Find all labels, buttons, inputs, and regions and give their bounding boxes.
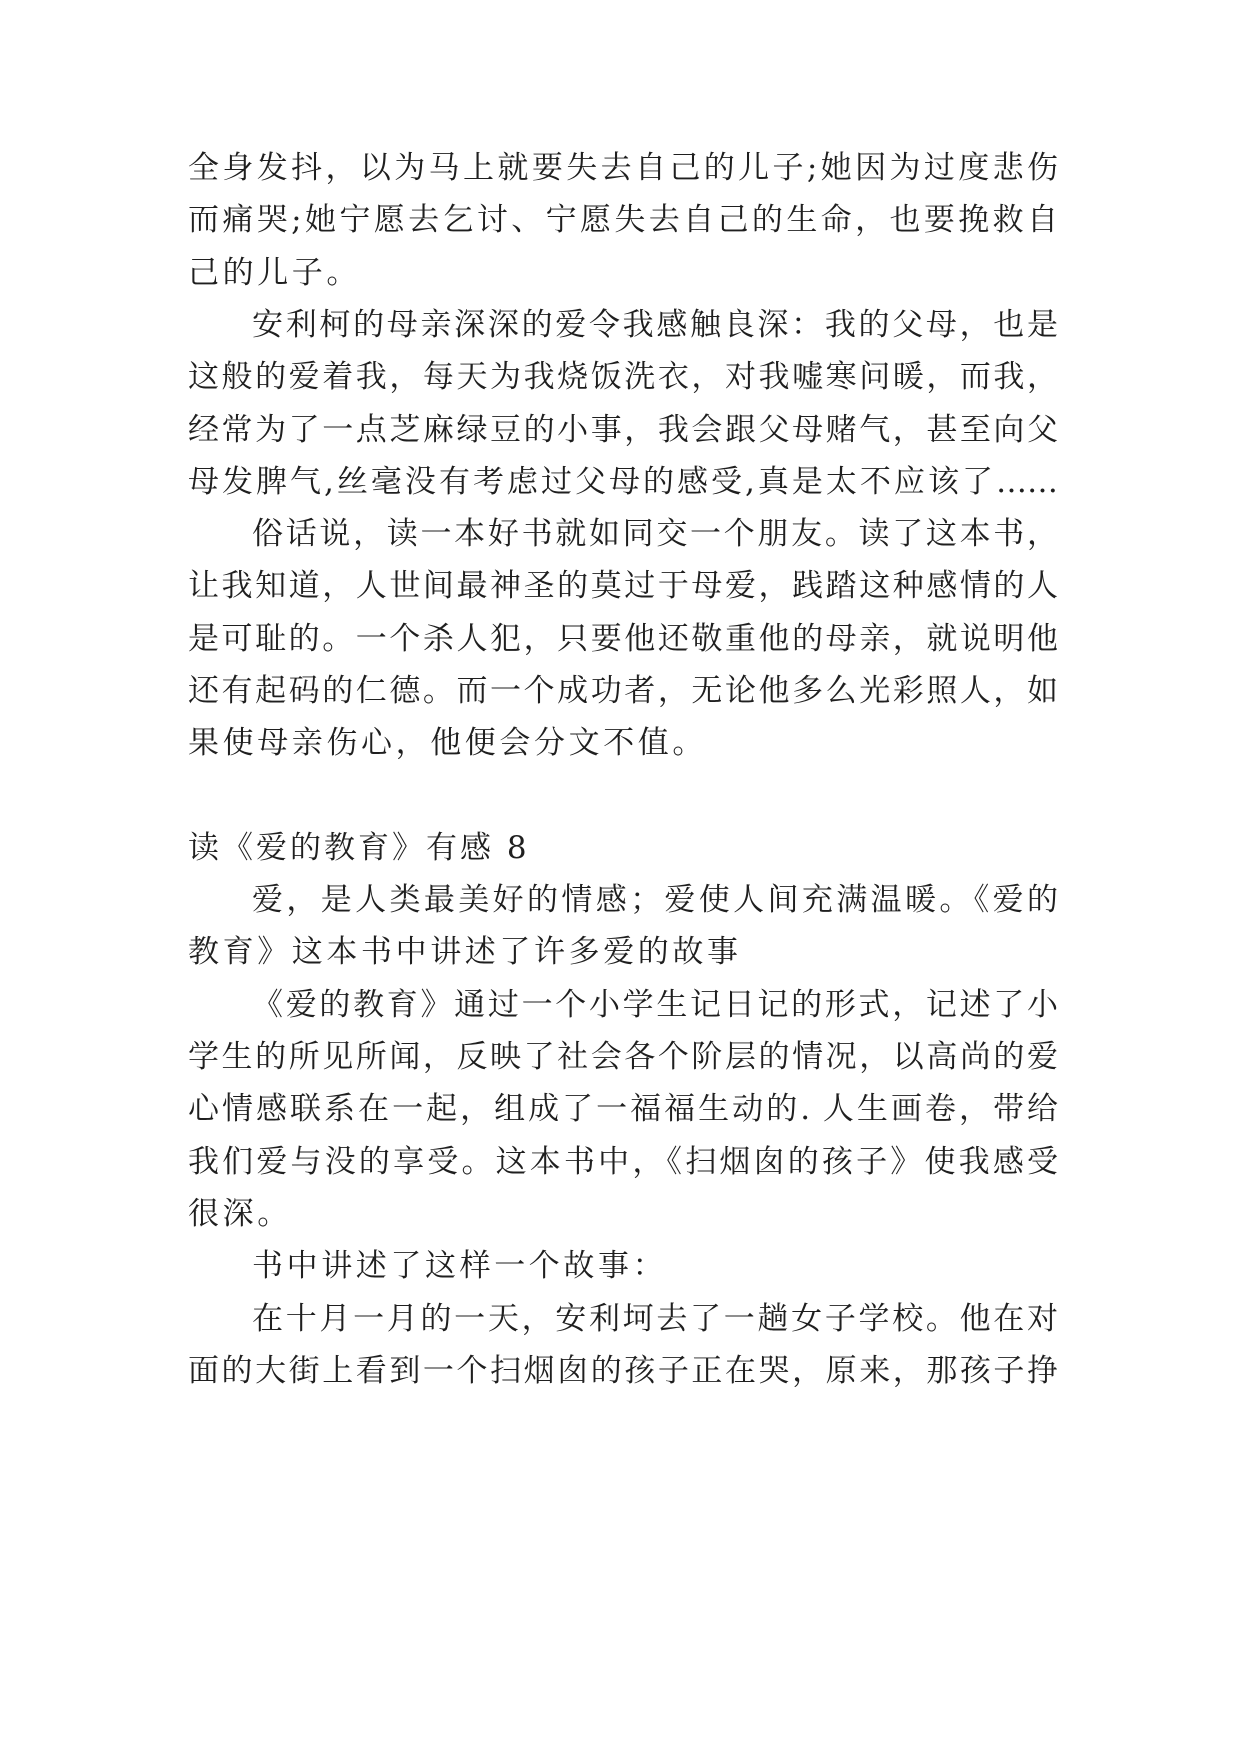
text-line: 我们爱与没的享受。这本书中，《扫烟囱的孩子》使我感受 [188,1144,1058,1180]
text-line: 是可耻的。一个杀人犯，只要他还敬重他的母亲，就说明他 [188,621,1058,657]
text-line: 很深。 [188,1196,292,1232]
text-line: 这般的爱着我，每天为我烧饭洗衣，对我嘘寒问暖，而我， [188,359,1058,395]
text-line: 学生的所见所闻，反映了社会各个阶层的情况，以高尚的爱 [188,1039,1058,1075]
text-line: 安利柯的母亲深深的爱令我感触良深：我的父母，也是 [252,307,1058,343]
section-title: 读《爱的教育》有感 8 [188,830,530,866]
text-line: 教育》这本书中讲述了许多爱的故事 [188,934,742,970]
text-line: 母发脾气,丝毫没有考虑过父母的感受,真是太不应该了…… [188,464,1058,500]
text-line: 书中讲述了这样一个故事： [252,1248,668,1284]
text-line: 俗话说，读一本好书就如同交一个朋友。读了这本书， [252,516,1058,552]
text-line: 《爱的教育》通过一个小学生记日记的形式，记述了小 [252,987,1058,1023]
text-line: 果使母亲伤心，他便会分文不值。 [188,725,707,761]
text-line: 全身发抖，以为马上就要失去自己的儿子;她因为过度悲伤 [188,150,1058,186]
text-line: 心情感联系在一起，组成了一福福生动的. 人生画卷，带给 [188,1091,1058,1127]
text-line: 让我知道，人世间最神圣的莫过于母爱，践踏这种感情的人 [188,568,1058,604]
text-line: 在十月一月的一天，安利坷去了一趟女子学校。他在对 [252,1301,1058,1337]
text-line: 还有起码的仁德。而一个成功者，无论他多么光彩照人，如 [188,673,1058,709]
text-line: 己的儿子。 [188,255,361,291]
text-line: 而痛哭;她宁愿去乞讨、宁愿失去自己的生命，也要挽救自 [188,202,1058,238]
text-line: 经常为了一点芝麻绿豆的小事，我会跟父母赌气，甚至向父 [188,412,1058,448]
text-line: 面的大街上看到一个扫烟囱的孩子正在哭，原来，那孩子挣 [188,1353,1058,1389]
text-line: 爱，是人类最美好的情感；爱使人间充满温暖。《爱的 [252,882,1058,918]
